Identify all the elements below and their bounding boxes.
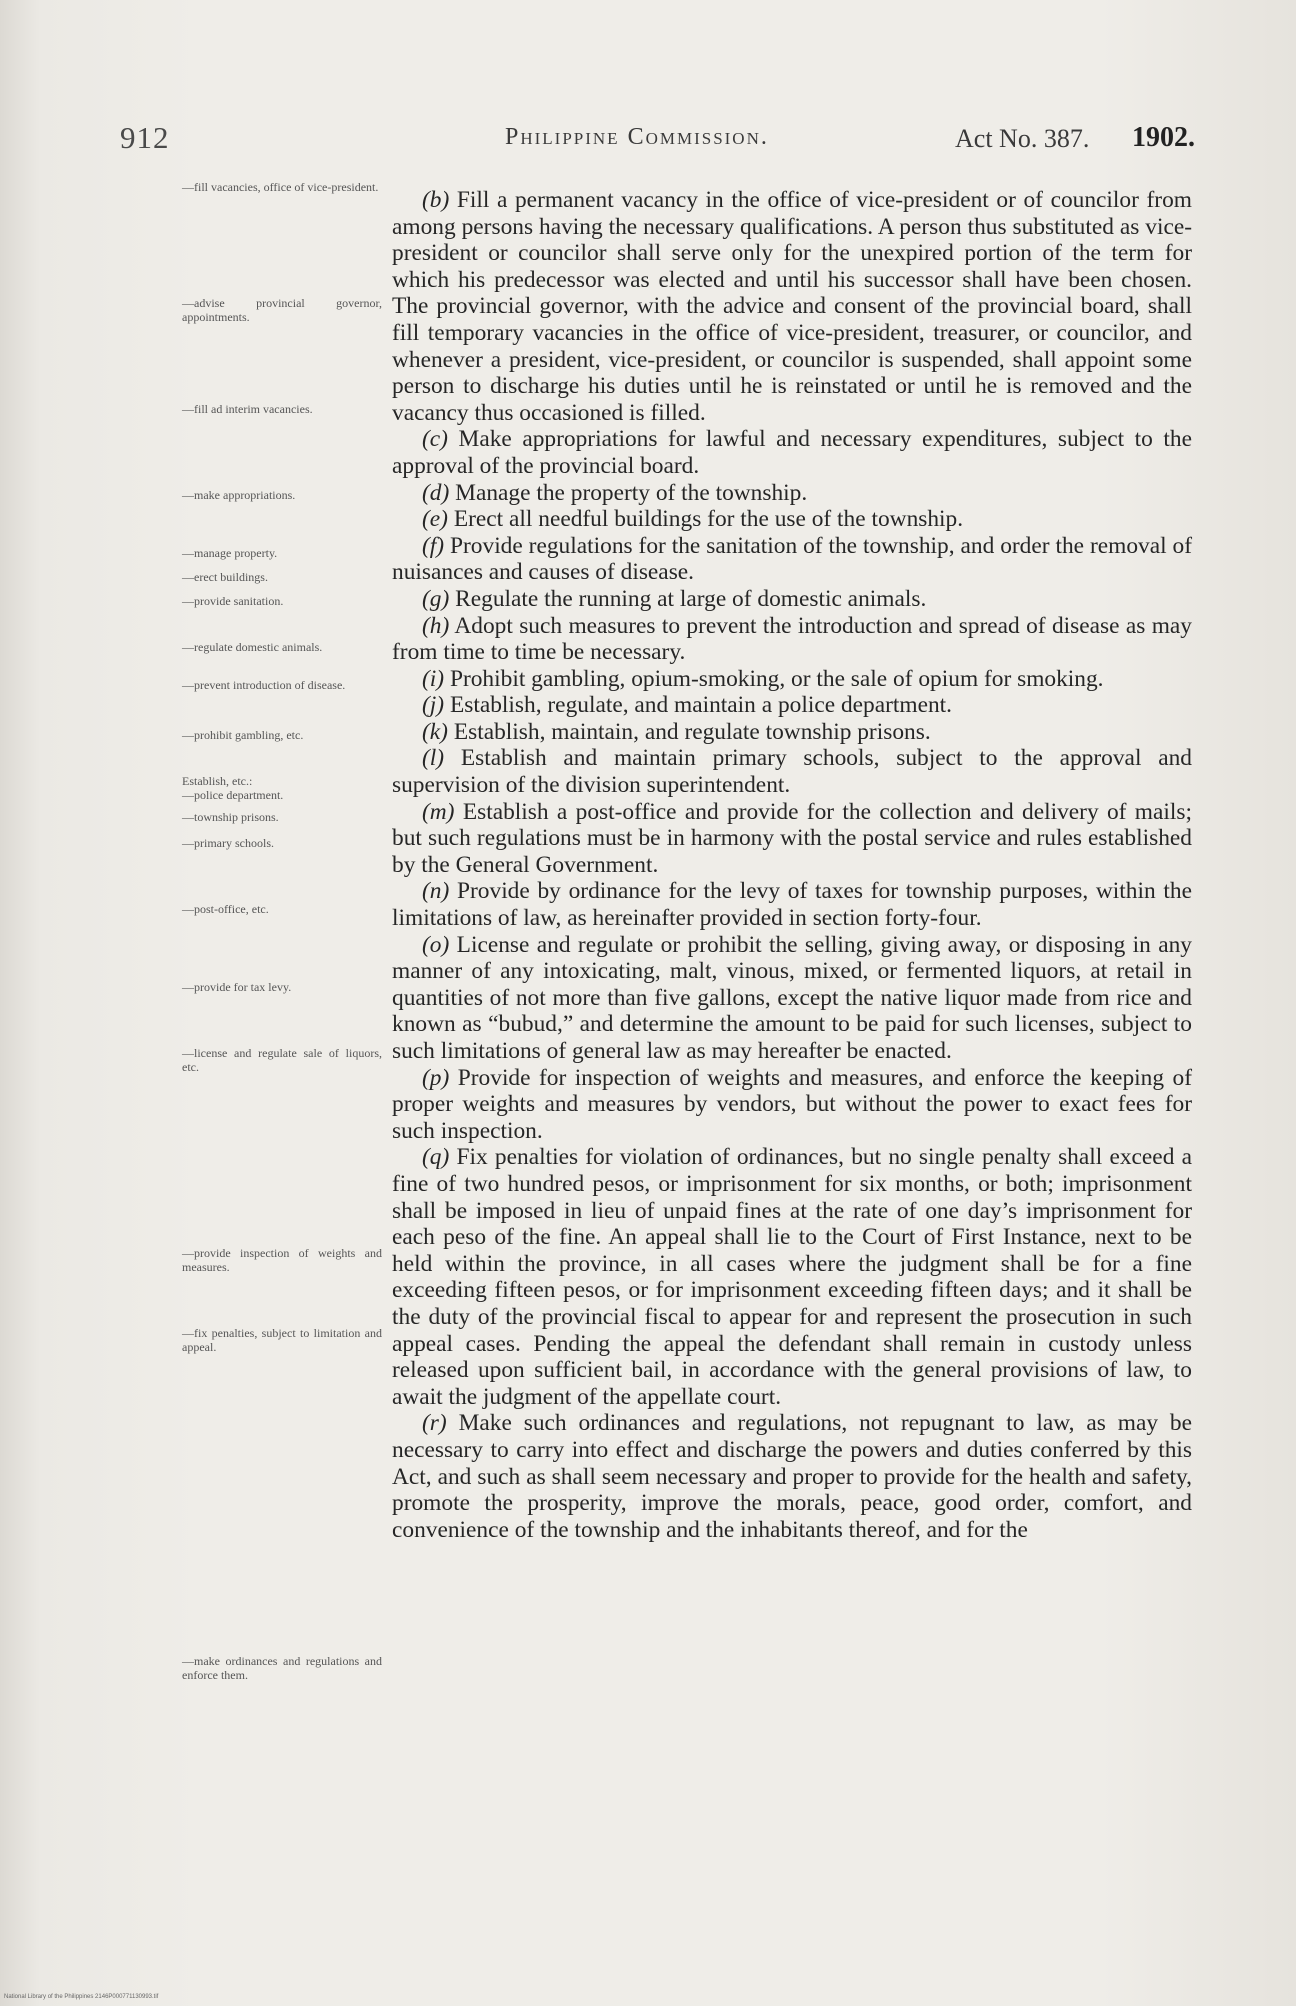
paragraph [392, 1410, 1192, 1543]
paragraph-text: Prohibit gambling, opium-smoking, or the sale of opium for smoking. [449, 665, 1104, 692]
paragraph-text: Establish a post-office and provide for the collection and delivery of mails; but such regulations must be in harmony with the postal service and rules established by the General Government. [392, 798, 1192, 878]
margin-note: —provide sanitation. [182, 594, 284, 608]
paragraph-text: Establish and maintain primary schools, subject to the approval and supervision of the division superintendent. [392, 745, 1192, 799]
paragraph-letter: (h) [422, 612, 450, 639]
paragraph-letter: (k) [422, 718, 448, 745]
paragraph-letter: (b) [422, 187, 450, 213]
paragraph-text: Fill a permanent vacancy in the office of vice-president or of councilor from among persons having the necessary qualifications. A person thus substituted as vice-president or councilor shall serve only for the unexpired portion of the term for which his predecessor was elected and until his successor shall have been chosen. The provincial governor, with the advice and consent of the provincial board, shall fill temporary vacancies in the office of vice-president, treasurer, or councilor, and whenever a president, vice-president, or councilor is suspended, shall appoint some person to discharge his duties until he is reinstated or until he is removed and the vacancy thus occasioned is filled. [392, 187, 1192, 426]
paragraph-text: Establish, maintain, and regulate township prisons. [453, 718, 931, 745]
paragraph-letter: (g) [422, 585, 450, 612]
paragraph-text: Establish, regulate, and maintain a police department. [449, 692, 953, 719]
margin-note: —police department. [182, 788, 284, 802]
paragraph-text: License and regulate or prohibit the selling, giving away, or disposing in any manner of any intoxicating, malt, vinous, mixed, or fermented liquors, at retail in quantities of not more than five gallons, except the native liquor made from rice and known as “bubud,” and determine the amount to be paid for such licenses, subject to such limitations of general law as may hereafter be enacted. [392, 931, 1192, 1064]
margin-note: —make ordinances and regulations and enforce them. [182, 1654, 382, 1682]
paragraph-letter: (o) [422, 931, 450, 958]
margin-note: —fix penalties, subject to limitation and appeal. [182, 1326, 382, 1354]
margin-note: —fill vacancies, office of vice-president. [182, 180, 379, 194]
page-number: 912 [120, 120, 170, 155]
running-title: Philippine Commission. [505, 124, 769, 150]
year: 1902. [1132, 122, 1195, 153]
margin-note: —post-office, etc. [182, 902, 269, 916]
paragraph [392, 666, 1192, 693]
margin-note: —manage property. [182, 546, 278, 560]
paragraph-letter: (i) [422, 665, 445, 692]
paragraph [392, 586, 1192, 613]
paragraph-letter: (d) [422, 479, 450, 506]
paragraph [392, 533, 1192, 586]
page-header [120, 120, 1200, 160]
paragraph [392, 719, 1192, 746]
paragraph-letter: (n) [422, 878, 450, 905]
paragraph-text: Provide for inspection of weights and measures, and enforce the keeping of proper weights and measures by vendors, but without the power to exact fees for such inspection. [392, 1064, 1192, 1144]
scan-footer: National Library of the Philippines 2146P000771130993.tif [4, 1994, 159, 2000]
paragraph [392, 480, 1192, 507]
paragraph-text: Provide by ordinance for the levy of taxes for township purposes, within the limitations of law, as hereinafter provided in section forty-four. [392, 878, 1192, 932]
paragraph-text: Erect all needful buildings for the use of the township. [453, 506, 964, 533]
act-label: Act No. 387. [955, 124, 1090, 153]
paragraph-text: Make such ordinances and regulations, not repugnant to law, as may be necessary to carry into effect and discharge the powers and duties conferred by this Act, and such as shall seem necessary and proper to provide for the health and safety, promote the prosperity, improve the morals, peace, good order, comfort, and convenience of the township and the inhabitants thereof, and for the [392, 1410, 1192, 1543]
paragraph-text: Provide regulations for the sanitation of the township, and order the removal of nuisances and causes of disease. [392, 532, 1192, 586]
paragraph-letter: (f) [422, 532, 445, 559]
paragraph-text: Manage the property of the township. [455, 479, 808, 506]
margin-note: —provide inspection of weights and measures. [182, 1246, 382, 1274]
paragraph [392, 506, 1192, 533]
margin-note: —prohibit gambling, etc. [182, 728, 304, 742]
paragraph-text: Make appropriations for lawful and necessary expenditures, subject to the approval of the provincial board. [392, 426, 1192, 479]
paragraph [392, 187, 1192, 426]
margin-note: —township prisons. [182, 810, 279, 824]
margin-note: —provide for tax levy. [182, 980, 292, 994]
paragraph-letter: (m) [422, 798, 455, 825]
paragraph-letter: (e) [422, 506, 448, 533]
paragraph-text: Adopt such measures to prevent the introduction and spread of disease as may from time to time be necessary. [392, 612, 1192, 666]
paragraph-text: Regulate the running at large of domestic animals. [455, 585, 927, 612]
margin-note: —primary schools. [182, 836, 274, 850]
margin-note: —fill ad interim vacancies. [182, 402, 313, 416]
paragraph-letter: (r) [422, 1410, 447, 1437]
margin-note: —erect buildings. [182, 570, 268, 584]
paragraph-letter: (q) [422, 1144, 450, 1171]
paragraph [392, 932, 1192, 1065]
paragraph-text: Fix penalties for violation of ordinances, but no single penalty shall exceed a fine of two hundred pesos, or imprisonment for six months, or both; imprisonment shall be imposed in lieu of unpaid fines at the rate of one day’s imprisonment for each peso of the fine. An appeal shall lie to the Court of First Instance, next to be held within the province, in all cases where the judgment shall be for a fine exceeding fifteen pesos, or for imprisonment exceeding fifteen days; and it shall be the duty of the provincial fiscal to appear for and represent the prosecution in such appeal cases. Pending the appeal the defendant shall remain in custody unless released upon sufficient bail, in accordance with the general provisions of law, to await the judgment of the appellate court. [392, 1144, 1192, 1410]
margin-note: —prevent introduction of disease. [182, 678, 346, 692]
margin-note: —license and regulate sale of liquors, etc. [182, 1046, 382, 1074]
paragraph-letter: (c) [422, 426, 448, 453]
margin-note: Establish, etc.: [182, 774, 253, 788]
paragraph-letter: (l) [422, 745, 445, 772]
margin-note: —make appropriations. [182, 488, 296, 502]
paragraph-letter: (p) [422, 1064, 450, 1091]
paragraph [392, 426, 1192, 479]
margin-note: —advise provincial governor, appointments. [182, 296, 382, 324]
paragraph [392, 1065, 1192, 1145]
paragraph-letter: (j) [422, 692, 445, 719]
margin-note: —regulate domestic animals. [182, 640, 323, 654]
paragraph [392, 613, 1192, 666]
paragraph [392, 799, 1192, 879]
body-text [392, 187, 1192, 1543]
paragraph [392, 745, 1192, 798]
paragraph [392, 878, 1192, 931]
paragraph [392, 692, 1192, 719]
paragraph [392, 1144, 1192, 1410]
